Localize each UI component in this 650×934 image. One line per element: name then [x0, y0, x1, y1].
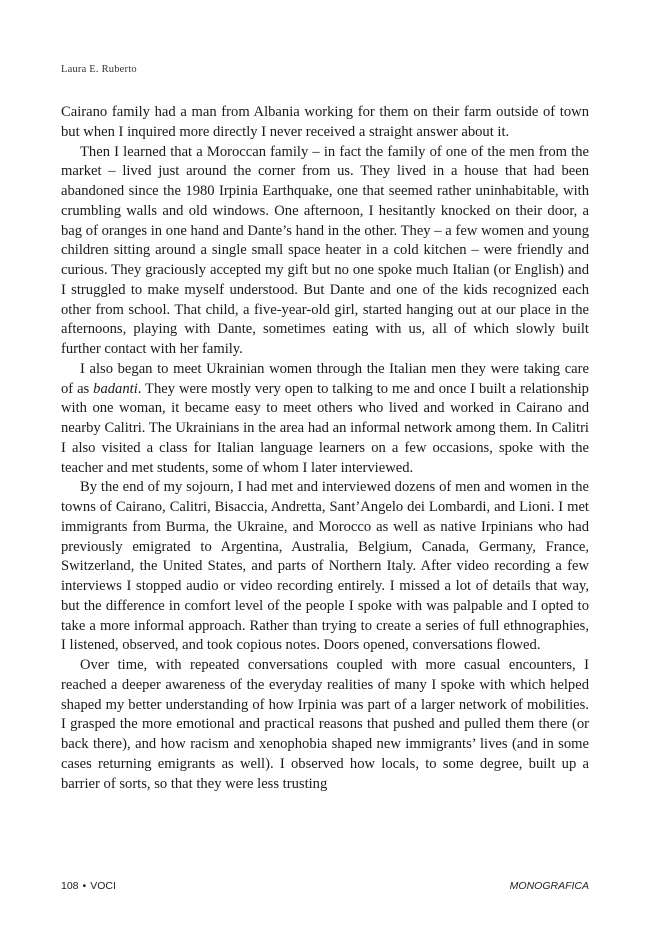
text-run: I also began to meet Ukrainian women through the Italian men they were taking care of as [61, 360, 589, 397]
text-run: Then I learned that a Moroccan family – in fact the family of one of the men from the market – lived just around the corner from us. They lived in a house that had been abandoned since the 1980 Irpinia Earthquake, one that seemed rather uninhabitable, with crumbling walls and old windows. One afternoon, I hesitantly knocked on their door, a bag of oranges in one hand and Dante’s hand in the other. They – a few women and young children sitting around a single small space heater in a cold kitchen – were friendly and curious. They graciously accepted my gift but no one spoke much Italian (or English) and I struggled to make myself understood. But Dante and one of the kids recognized each other from school. That child, a five-year-old girl, started hanging out at our place in the afternoons, playing with Dante, sometimes eating with us, all of which slowly built further contact with her family. [61, 143, 589, 357]
text-run: Over time, with repeated conversations coupled with more casual encounters, I reached a deeper awareness of the everyday realities of many I spoke with which helped shaped my better understanding of how Irpinia was part of a larger network of mobilities. I grasped the more emotional and practical reasons that pushed and pulled them there (or back there), and how racism and xenophobia shaped new immigrants’ lives (and in some cases returning emigrants as well). I observed how locals, to some degree, built up a barrier of sorts, so that they were less trusting [61, 657, 589, 792]
text-run: . They were mostly very open to talking to me and once I built a relationship with one woman, it became easy to meet others who lived and worked in Cairano and nearby Calitri. The Ukrainians in the area had an informal network among them. In Calitri I also visited a class for Italian language learners on a few occasions, spoke with the teacher and met students, some of whom I later interviewed. [61, 380, 589, 476]
running-head-author: Laura E. Ruberto [61, 64, 137, 75]
body-text [61, 103, 589, 794]
text-run: Cairano family had a man from Albania working for them on their farm outside of town but when I inquired more directly I never received a straight answer about it. [61, 104, 589, 140]
text-run: By the end of my sojourn, I had met and interviewed dozens of men and women in the towns of Cairano, Calitri, Bisaccia, Andretta, Sant’Angelo dei Lombardi, and Lioni. I met immigrants from Burma, the Ukraine, and Morocco as well as native Irpinians who had previously emigrated to Argentina, Australia, Belgium, Canada, Germany, France, Switzerland, the United States, and parts of Northern Italy. After video recording a few interviews I stopped audio or video recording entirely. I missed a lot of details that way, but the difference in comfort level of the people I spoke with was palpable and I opted to take a more informal approach. Rather than trying to create a series of full ethnographies, I listened, observed, and took copious notes. Doors opened, conversations flowed. [61, 479, 589, 654]
section-name: MONOGRAFICA [509, 880, 589, 892]
footer-separator: • [82, 880, 87, 892]
paragraph [61, 143, 589, 360]
italic-term: badanti [93, 380, 138, 397]
page-footer [61, 880, 589, 892]
paragraph [61, 478, 589, 656]
page-number: 108 [61, 880, 79, 892]
paragraph [61, 103, 589, 143]
journal-name: VOCI [90, 880, 116, 892]
paragraph [61, 360, 589, 479]
paragraph [61, 656, 589, 794]
footer-folio [61, 880, 116, 892]
